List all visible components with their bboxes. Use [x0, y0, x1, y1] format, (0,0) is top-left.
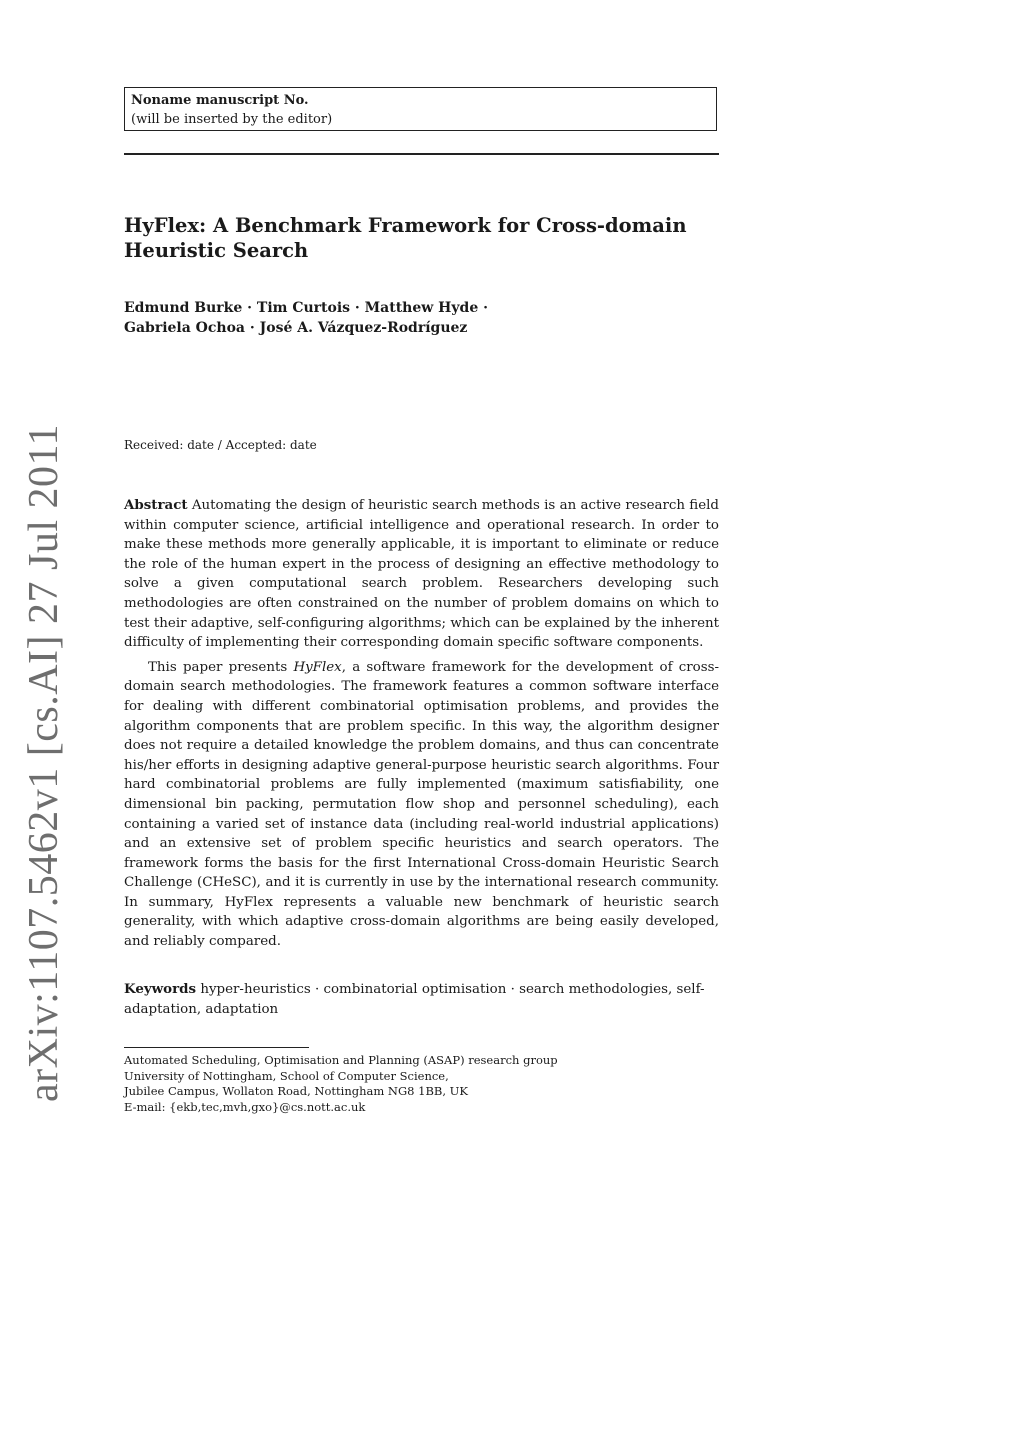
footnote-line-3: Jubilee Campus, Wollaton Road, Nottingham NG8 1BB, UK	[124, 1084, 468, 1099]
abstract-text-2b: , a software framework for the development of cross-domain search methodologies. The framework features a common software interface for dealing with different combinatorial optimisation problems, and provides the algorithm components that are problem specific. In this way, the algorithm designer does not require a detailed knowledge the problem domains, and thus can concentrate his/her efforts in designing adaptive general-purpose heuristic search algorithms. Four hard combinatorial problems are fully implemented (maximum satisfiability, one dimensional bin packing, permutation flow shop and personnel scheduling), each containing a varied set of instance data (including real-world industrial applications) and an extensive set of problem specific heuristics and search operators. The framework forms the basis for the first International Cross-domain Heuristic Search Challenge (CHeSC), and it is currently in use by the international research community. In summary, HyFlex represents a valuable new benchmark of heuristic search generality, with which adaptive cross-domain algorithms are being easily developed, and reliably compared.	[124, 659, 719, 950]
abstract-paragraph-2	[124, 658, 719, 952]
footnote-line-1: Automated Scheduling, Optimisation and Planning (ASAP) research group	[124, 1053, 558, 1067]
abstract-paragraph-1	[124, 496, 719, 653]
abstract-text-2a: This paper presents	[148, 659, 294, 675]
arxiv-sidebar	[21, 423, 68, 1102]
editor-note: (will be inserted by the editor)	[131, 112, 333, 127]
affiliation-footnote	[124, 1053, 719, 1115]
paper-title: HyFlex: A Benchmark Framework for Cross-domain Heuristic Search	[124, 214, 687, 262]
footnote-rule	[124, 1047, 309, 1048]
manuscript-box	[124, 87, 717, 131]
author-list: Edmund Burke · Tim Curtois · Matthew Hyde · Gabriela Ochoa · José A. Vázquez-Rodríguez	[124, 300, 488, 336]
keywords-text: hyper-heuristics · combinatorial optimisation · search methodologies, self-adaptation, adaptation	[124, 982, 705, 1017]
keywords-label: Keywords	[124, 981, 197, 997]
arxiv-identifier: arXiv:1107.5462v1 [cs.AI] 27 Jul 2011	[21, 423, 68, 1102]
footnote-email: E-mail: {ekb,tec,mvh,gxo}@cs.nott.ac.uk	[124, 1099, 366, 1114]
received-accepted-dates: Received: date / Accepted: date	[124, 438, 317, 452]
abstract-label: Abstract	[124, 497, 188, 513]
footnote-line-2: University of Nottingham, School of Computer Science,	[124, 1068, 449, 1083]
abstract-text-1: Automating the design of heuristic search methods is an active research field within computer science, artificial intelligence and operational research. In order to make these methods more generally applicable, it is important to eliminate or reduce the role of the human expert in the process of designing an effective methodology to solve a given computational search problem. Researchers developing such methodologies are often constrained on the number of problem domains on which to test their adaptive, self-configuring algorithms; which can be explained by the inherent difficulty of implementing their corresponding domain specific software components.	[124, 498, 719, 651]
header-rule	[124, 153, 719, 155]
abstract	[124, 496, 719, 952]
hyflex-emphasis: HyFlex	[293, 659, 342, 675]
keywords	[124, 980, 719, 1019]
manuscript-number: Noname manuscript No.	[131, 93, 309, 108]
